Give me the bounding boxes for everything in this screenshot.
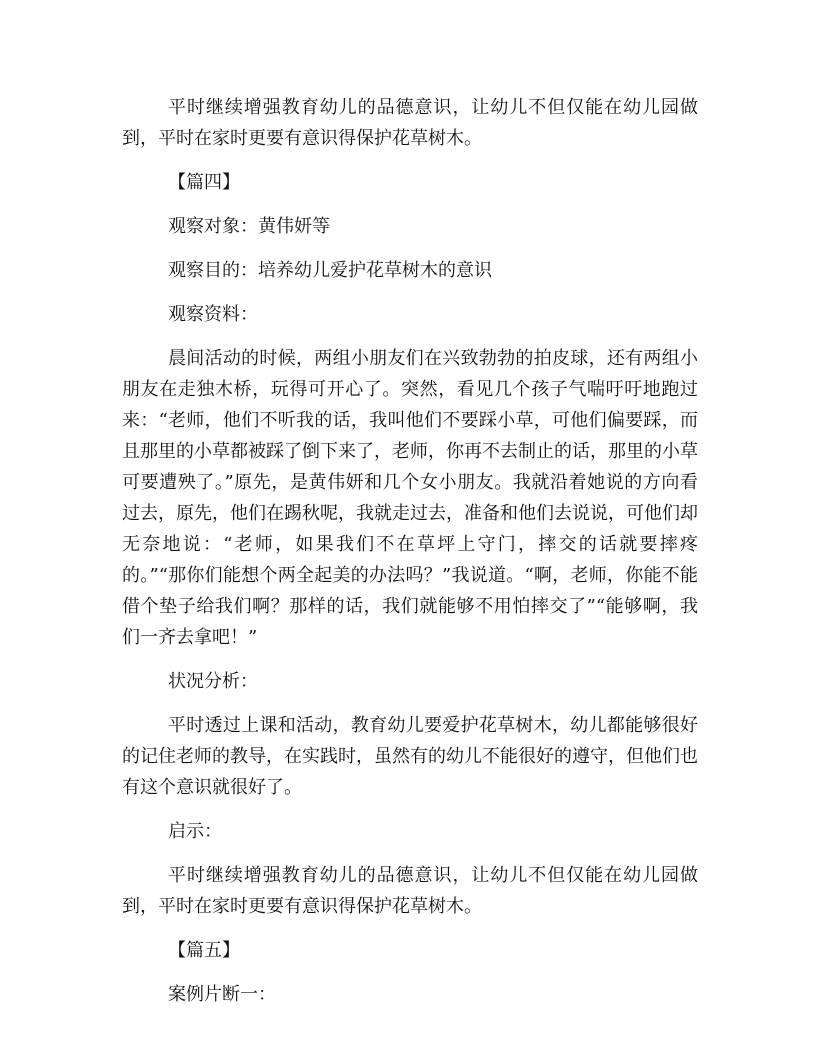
document-body bbox=[122, 92, 698, 1010]
case-fragment-label: 案例片断一： bbox=[168, 984, 276, 1005]
section-heading-4: 【篇四】 bbox=[168, 172, 240, 193]
section-heading-5: 【篇五】 bbox=[168, 940, 240, 961]
observation-material-label: 观察资料： bbox=[168, 304, 258, 325]
observation-narrative: 晨间活动的时候，两组小朋友们在兴致勃勃的拍皮球，还有两组小朋友在走独木桥，玩得可开心了。突然，看见几个孩子气喘吁吁地跑过来：“老师，他们不听我的话，我叫他们不要踩小草，可他们偏要踩，而且那里的小草都被踩了倒下来了，老师，你再不去制止的话，那里的小草可要遭殃了。”原先，是黄伟妍和几个女小朋友。我就沿着她说的方向看过去，原先，他们在踢秋呢，我就走过去，准备和他们去说说，可他们却无奈地说：“老师，如果我们不在草坪上守门，摔交的话就要摔疼的。”“那你们能想个两全起美的办法吗？”我说道。“啊，老师，你能不能借个垫子给我们啊？那样的话，我们就能够不用怕摔交了”“能够啊，我们一齐去拿吧！” bbox=[122, 348, 698, 648]
observation-purpose: 观察目的：培养幼儿爱护花草树木的意识 bbox=[168, 260, 492, 281]
situation-analysis-text: 平时透过上课和活动，教育幼儿要爱护花草树木，幼儿都能够很好的记住老师的教导，在实践时，虽然有的幼儿不能很好的遵守，但他们也有这个意识就很好了。 bbox=[122, 715, 698, 798]
situation-analysis-label: 状况分析： bbox=[168, 671, 258, 692]
revelation-label: 启示： bbox=[168, 821, 222, 842]
revelation-text: 平时继续增强教育幼儿的品德意识，让幼儿不但仅能在幼儿园做到，平时在家时更要有意识得保护花草树木。 bbox=[122, 865, 698, 917]
observation-subject: 观察对象：黄伟妍等 bbox=[168, 216, 330, 237]
paragraph-intro-revelation: 平时继续增强教育幼儿的品德意识，让幼儿不但仅能在幼儿园做到，平时在家时更要有意识得保护花草树木。 bbox=[122, 97, 698, 149]
